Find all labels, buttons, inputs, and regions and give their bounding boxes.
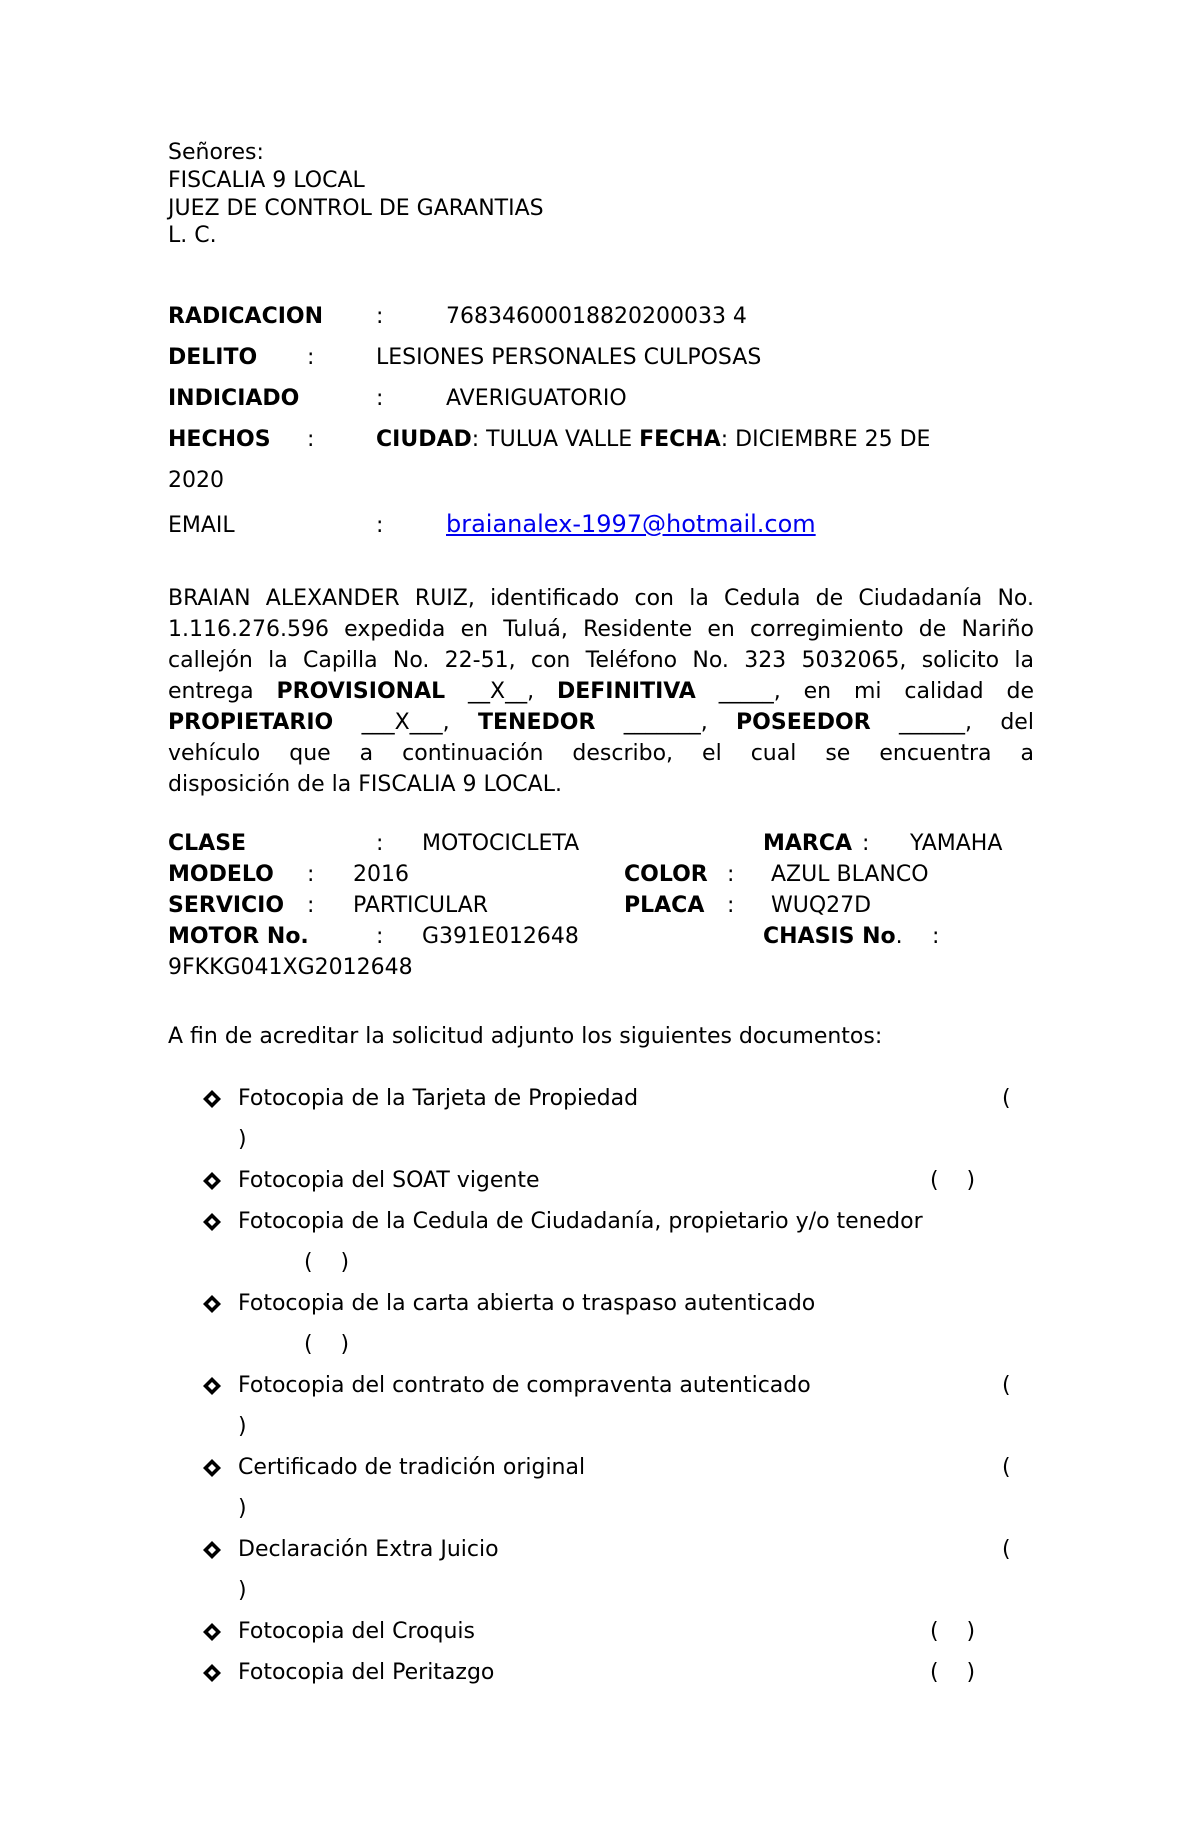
modelo-label: MODELO [168,862,274,887]
modelo-value: 2016 [353,862,409,887]
attachment-checkbox[interactable]: ( ) [930,1168,976,1193]
modelo-sep: : [307,862,315,887]
hechos-value [376,426,930,454]
body-line-2: 1.116.276.596 expedida en Tuluá, Residente en corregimiento de Nariño [168,617,1034,642]
clase-value: MOTOCICLETA [422,831,580,856]
chasis-dot: . [895,924,903,949]
delito-label: DELITO [168,345,258,370]
attachment-checkbox-open[interactable]: ( [1002,1373,1011,1398]
clase-sep: : [376,831,384,856]
chasis-label-group [763,923,903,951]
placa-label: PLACA [624,893,705,918]
diamond-bullet-icon [202,1294,222,1314]
motor-value: G391E012648 [422,924,579,949]
attachment-checkbox[interactable]: ( ) [304,1332,350,1357]
body-line-6: vehículo que a continuación describo, el cual se encuentra a [168,741,1034,766]
words-calidad: en mi calidad de [803,679,1035,704]
motor-label: MOTOR No. [168,924,309,949]
ciudad-label: CIUDAD [376,427,472,452]
attachment-text: Fotocopia del contrato de compraventa autenticado [238,1373,811,1398]
diamond-bullet-icon [202,1376,222,1396]
marca-value: YAMAHA [910,831,1003,856]
attachment-text: Fotocopia del Peritazgo [238,1660,495,1685]
word-tenedor: TENEDOR [478,710,596,735]
diamond-bullet-icon [202,1622,222,1642]
hechos-year: 2020 [168,468,224,493]
chasis-label: CHASIS No [763,924,896,949]
delito-sep: : [307,345,315,370]
delito-value: LESIONES PERSONALES CULPOSAS [376,345,762,370]
word-propietario: PROPIETARIO [168,710,334,735]
diamond-bullet-icon [202,1171,222,1191]
attachment-text: Fotocopia de la Tarjeta de Propiedad [238,1086,639,1111]
servicio-label: SERVICIO [168,893,285,918]
attachment-text: Fotocopia de la carta abierta o traspaso autenticado [238,1291,816,1316]
indiciado-value: AVERIGUATORIO [446,386,627,411]
color-value: AZUL BLANCO [771,862,929,887]
propietario-mark: ___X___, [361,710,450,735]
word-del: del [1000,710,1034,735]
body-line-5 [168,709,1034,737]
attachment-checkbox-close[interactable]: ) [238,1496,247,1521]
chasis-value: 9FKKG041XG2012648 [168,955,413,980]
radicacion-sep: : [376,304,384,329]
attachment-checkbox[interactable]: ( ) [930,1660,976,1685]
definitiva-mark: _____, [718,679,781,704]
attachment-checkbox-close[interactable]: ) [238,1414,247,1439]
attachment-checkbox-open[interactable]: ( [1002,1455,1011,1480]
radicacion-label: RADICACION [168,304,324,329]
word-provisional: PROVISIONAL [276,679,446,704]
diamond-bullet-icon [202,1540,222,1560]
word-entrega: entrega [168,679,254,704]
fecha-value: : DICIEMBRE 25 DE [720,427,931,452]
attachment-checkbox-open[interactable]: ( [1002,1086,1011,1111]
hechos-sep: : [307,427,315,452]
indiciado-sep: : [376,386,384,411]
ciudad-value: : TULUA VALLE [471,427,633,452]
word-poseedor: POSEEDOR [736,710,871,735]
servicio-sep: : [307,893,315,918]
body-line-4 [168,678,1034,706]
attachment-checkbox-open[interactable]: ( [1002,1537,1011,1562]
marca-label: MARCA [763,831,853,856]
indiciado-label: INDICIADO [168,386,300,411]
color-sep: : [727,862,735,887]
diamond-bullet-icon [202,1458,222,1478]
email-link[interactable]: braianalex-1997@hotmail.com [446,510,816,538]
attachments-intro: A fin de acreditar la solicitud adjunto los siguientes documentos: [168,1024,883,1049]
body-line-1: BRAIAN ALEXANDER RUIZ, identificado con la Cedula de Ciudadanía No. [168,586,1034,611]
fecha-label: FECHA [639,427,721,452]
clase-label: CLASE [168,831,247,856]
addressee-line-3: L. C. [168,223,217,248]
radicacion-value: 76834600018820200033 4 [446,304,747,329]
email-sep: : [376,513,384,538]
attachment-checkbox[interactable]: ( ) [304,1250,350,1275]
diamond-bullet-icon [202,1663,222,1683]
salutation: Señores: [168,140,264,165]
body-line-7: disposición de la FISCALIA 9 LOCAL. [168,772,562,797]
hechos-label: HECHOS [168,427,271,452]
attachment-checkbox-close[interactable]: ) [238,1127,247,1152]
attachment-text: Certificado de tradición original [238,1455,586,1480]
attachment-checkbox[interactable]: ( ) [930,1619,976,1644]
servicio-value: PARTICULAR [353,893,489,918]
body-line-3: callejón la Capilla No. 22-51, con Teléfono No. 323 5032065, solicito la [168,648,1034,673]
marca-sep: : [862,831,870,856]
attachment-text: Fotocopia de la Cedula de Ciudadanía, propietario y/o tenedor [238,1209,923,1234]
diamond-bullet-icon [202,1212,222,1232]
motor-sep: : [376,924,384,949]
attachment-text: Fotocopia del Croquis [238,1619,475,1644]
addressee-line-2: JUEZ DE CONTROL DE GARANTIAS [168,196,544,221]
chasis-sep: : [932,924,940,949]
placa-value: WUQ27D [771,893,872,918]
color-label: COLOR [624,862,708,887]
attachment-text: Declaración Extra Juicio [238,1537,499,1562]
word-definitiva: DEFINITIVA [556,679,696,704]
attachment-checkbox-close[interactable]: ) [238,1578,247,1603]
attachment-text: Fotocopia del SOAT vigente [238,1168,540,1193]
provisional-mark: __X__, [468,679,535,704]
diamond-bullet-icon [202,1089,222,1109]
placa-sep: : [727,893,735,918]
poseedor-mark: ______, [899,710,973,735]
email-label: EMAIL [168,513,235,538]
tenedor-mark: _______, [623,710,708,735]
addressee-line-1: FISCALIA 9 LOCAL [168,168,365,193]
